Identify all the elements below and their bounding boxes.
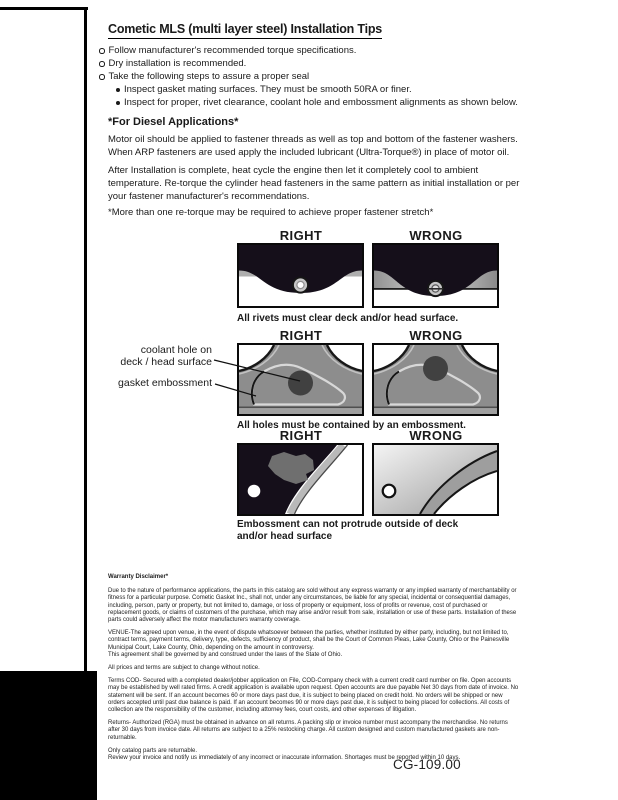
protrusion-right-figure (239, 445, 362, 514)
embossment-wrong-figure (374, 345, 497, 414)
open-bullet-icon (99, 74, 105, 80)
bolt-hole (383, 485, 396, 498)
embossment-caption: All holes must be contained by an embossment. (237, 420, 466, 431)
diagram-rivet-wrong (372, 243, 499, 308)
protrusion-caption: Embossment can not protrude outside of deck and/or head surface (237, 519, 459, 542)
diesel-paragraph-1: Motor oil should be applied to fastener threads as well as top and bottom of the fastener washers. When ARP fasteners are used apply the included lubricant (Ultra-Torque®) in place of motor oil. (108, 134, 518, 158)
diagram-protrusion-right (237, 443, 364, 516)
right-label: RIGHT (279, 428, 323, 443)
open-bullet-icon (99, 61, 105, 67)
scan-edge-top (0, 7, 88, 10)
rivet-caption: All rivets must clear deck and/or head surface. (237, 313, 459, 324)
embossment-right-figure (239, 345, 362, 414)
coolant-hole-label: coolant hole on deck / head surface (120, 344, 212, 368)
wrong-label: WRONG (409, 428, 463, 443)
disclaimer-paragraph: Only catalog parts are returnable. Review your invoice and notify us immediately of any incorrect or inaccurate information. Shortages must be reported within 10 days. (108, 747, 461, 762)
list-item-text: Inspect gasket mating surfaces. They must be smooth 50RA or finer. (124, 84, 412, 95)
disclaimer-paragraph: VENUE-The agreed upon venue, in the event of dispute whatsoever between the parties, whether instituted by either party, including, but not limited to, contract terms, payment terms, delivery, type, defects, sufficiency of product, shall be the Court of Common Pleas, Lake County, Ohio or the Painesville Municipal Court, Lake County, Ohio, depending on the amount in controversy. This agreement shall be governed by and construed under the laws of the State of Ohio. (108, 630, 510, 658)
coolant-hole (288, 371, 313, 396)
list-item-text: Follow manufacturer's recommended torque specifications. (108, 45, 357, 56)
filled-bullet-icon (116, 101, 120, 105)
list-item-text: Inspect for proper, rivet clearance, coolant hole and embossment alignments as shown below. (124, 97, 518, 108)
list-item-text: Dry installation is recommended. (108, 58, 247, 69)
diesel-applications-heading: *For Diesel Applications* (108, 116, 239, 128)
page-code: CG-109.00 (393, 757, 461, 772)
diagram-embossment-right (237, 343, 364, 416)
installation-tips-list (99, 44, 523, 109)
disclaimer-paragraph: Due to the nature of performance applications, the parts in this catalog are sold without any express warranty or any implied warranty of merchantability or fitness for a particular purpose. Cometic Gasket Inc., shall not, under any circumstances, be liable for any special, incidental or consequential damages, including, person, party or property, but not limited to, damage, or loss of property or equipment, loss of profits or revenue, cost of purchased or replacement goods, or claims of customers of the purchase, which may arise and/or result from sale, installation or use of these parts. Installation of these parts could adversely affect the motor manufacturers warranty coverage. (108, 588, 517, 624)
protrusion-wrong-figure (374, 445, 497, 514)
wrong-label: WRONG (409, 328, 463, 343)
warranty-disclaimer (108, 574, 520, 768)
scan-edge-bottom-left (0, 671, 97, 800)
disclaimer-paragraph: Terms COD- Secured with a completed dealer/jobber application on File, COD-Company check with a current credit card number on file. Open accounts may be established by well rated firms. A credit application is available upon request. Open accounts are due payable Net 30 days from date of invoice. No statement will be sent. If an account becomes 60 or more days past due, it is subject to being placed on credit hold. No orders will be shipped or new orders accepted until past due balance is paid. If an account becomes 90 or more days past due, it is subject to being placed for collections. All costs of collection are the responsibility of the customer, including attorney fees, court costs, and other expenses of litigation. (108, 678, 519, 714)
diesel-paragraph-2: After Installation is complete, heat cycle the engine then let it completely cool to ambient temperature. Re-torque the cylinder head fasteners in the same pattern as initial installation or per your fastener manufacturer's recommendations. (108, 165, 520, 202)
list-item (99, 70, 523, 83)
list-item (99, 44, 523, 57)
diagram-rivet-right (237, 243, 364, 308)
sub-list-item (99, 96, 523, 109)
rivet-clearance-right-figure (239, 245, 362, 306)
filled-bullet-icon (116, 88, 120, 92)
disclaimer-paragraph: All prices and terms are subject to change without notice. (108, 665, 260, 672)
rivet-clearance-wrong-figure (374, 245, 497, 306)
right-label: RIGHT (279, 328, 323, 343)
open-bullet-icon (99, 48, 105, 54)
list-item (99, 57, 523, 70)
page-title: Cometic MLS (multi layer steel) Installation Tips (108, 22, 382, 39)
disclaimer-paragraph: Returns- Authorized (RGA) must be obtained in advance on all returns. A packing slip or invoice number must accompany the merchandise. No returns after 30 days from invoice date. All returns are subject to a 25% restocking charge. All custom designed and custom manufactured gaskets are non-returnable. (108, 720, 508, 741)
diagram-embossment-wrong (372, 343, 499, 416)
gasket-embossment-label: gasket embossment (118, 377, 212, 389)
diagram-protrusion-wrong (372, 443, 499, 516)
disclaimer-heading: Warranty Disclaimer* (108, 574, 169, 580)
scan-edge-left (84, 7, 87, 673)
right-label: RIGHT (279, 228, 323, 243)
bolt-hole (248, 485, 261, 498)
wrong-label: WRONG (409, 228, 463, 243)
list-item-text: Take the following steps to assure a proper seal (108, 71, 310, 82)
coolant-hole (423, 356, 448, 381)
retorque-note: *More than one re-torque may be required to achieve proper fastener stretch* (108, 207, 434, 218)
sub-list-item (99, 83, 523, 96)
